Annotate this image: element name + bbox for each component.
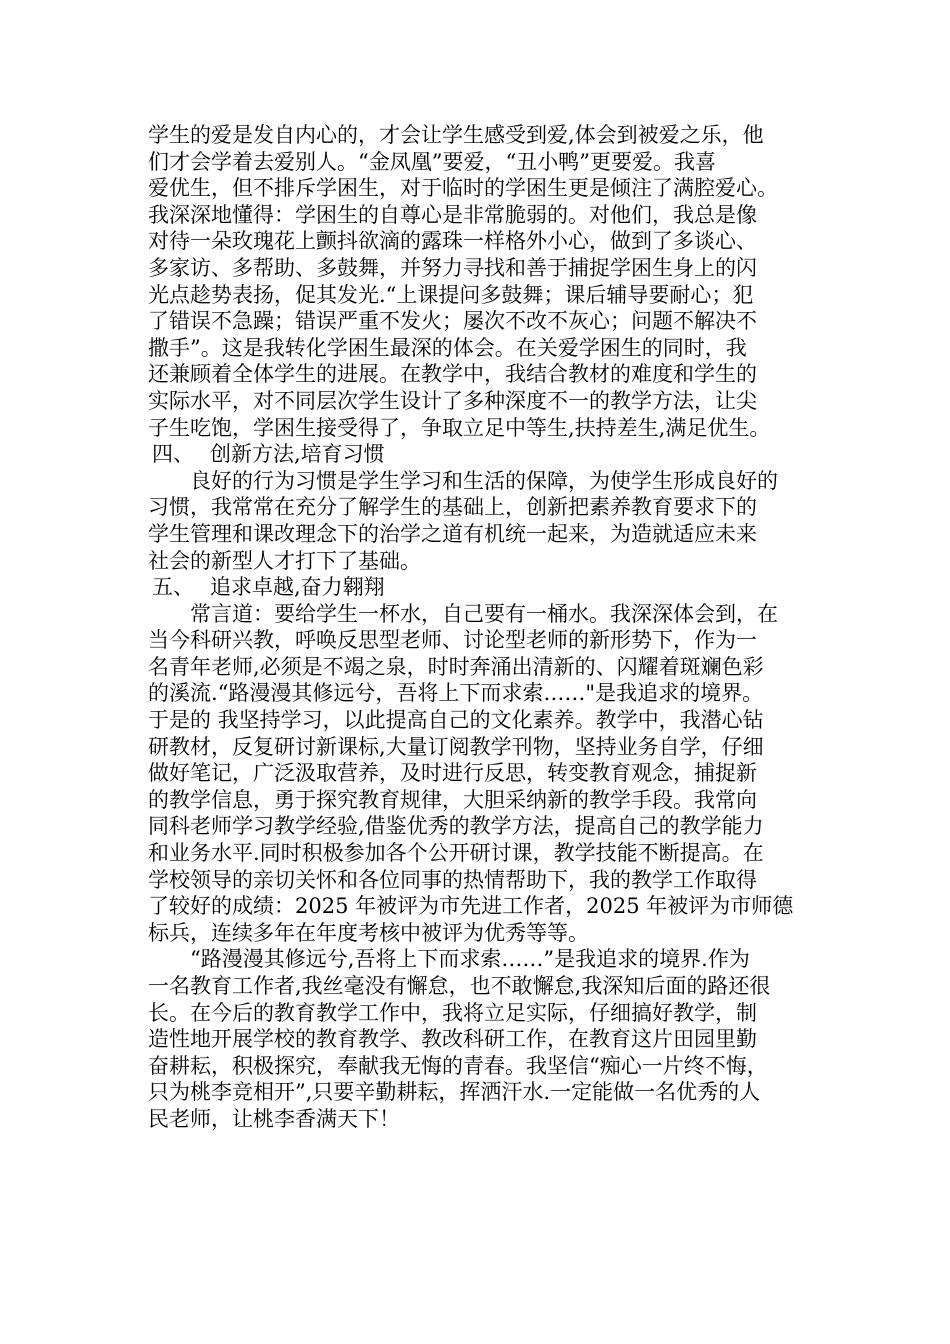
text-line: 多家访、多帮助、多鼓舞，并努力寻找和善于捕捉学困生身上的闪 xyxy=(148,255,757,280)
text-line: 一名教育工作者,我丝毫没有懈怠，也不敢懈怠,我深知后面的路还很 xyxy=(148,974,771,998)
section3-tail xyxy=(148,122,813,441)
text-line: 还兼顾着全体学生的进展。在教学中，我结合教材的难度和学生的 xyxy=(148,362,757,387)
text-line: 光点趁势表扬，促其发光.“上课提问多鼓舞；课后辅导要耐心；犯 xyxy=(148,282,754,307)
text-line: 撒手”。这是我转化学困生最深的体会。在关爱学困生的同时，我 xyxy=(148,335,747,360)
section4-paragraph xyxy=(148,468,813,574)
text-line: 标兵，连续多年在年度考核中被评为优秀等等。 xyxy=(148,920,589,945)
text-line: 社会的新型人才打下了基础。 xyxy=(148,548,421,573)
text-line: 学校领导的亲切关怀和各位同事的热情帮助下，我的教学工作取得 xyxy=(148,867,757,892)
section5-number: 五、 xyxy=(152,575,194,600)
text-line: 对待一朵玫瑰花上颤抖欲滴的露珠一样格外小心，做到了多谈心、 xyxy=(148,229,757,254)
text-line: 当今科研兴教，呼唤反思型老师、讨论型老师的新形势下，作为一 xyxy=(148,628,757,653)
text-line: 我深深地懂得：学困生的自尊心是非常脆弱的。对他们，我总是像 xyxy=(148,202,757,227)
text-line: 做好笔记，广泛汲取营养，及时进行反思，转变教育观念，捕捉新 xyxy=(148,761,757,786)
text-line: 造性地开展学校的教育教学、教改科研工作，在教育这片田园里勤 xyxy=(148,1027,757,1052)
text-line: 实际水平，对不同层次学生设计了多种深度不一的教学方法，让尖 xyxy=(148,388,757,413)
text-line: “路漫漫其修远兮,吾将上下而求索……”是我追求的境界.作为 xyxy=(148,947,750,972)
text-line: 的教学信息，勇于探究教育规律，大胆采纳新的教学手段。我常向 xyxy=(148,787,757,812)
text-line: 民老师，让桃李香满天下！ xyxy=(148,1106,400,1131)
section5-paragraphs xyxy=(148,601,813,1133)
text-line: 于是的 我坚持学习，以此提高自己的文化素养。教学中，我潜心钻 xyxy=(148,708,764,733)
text-line: 和业务水平.同时积极参加各个公开研讨课，教学技能不断提高。在 xyxy=(148,841,764,866)
section4-title: 创新方法,培育习惯 xyxy=(210,442,385,467)
text-line: 了错误不急躁；错误严重不发火；屡次不改不灰心；问题不解决不 xyxy=(148,309,757,334)
text-line: 爱优生，但不排斥学困生，对于临时的学困生更是倾注了满腔爱心。 xyxy=(148,176,778,201)
text-line: 了较好的成绩：2025 年被评为市先进工作者，2025 年被评为市师德 xyxy=(148,894,794,919)
text-line: 只为桃李竞相开”,只要辛勤耕耘，挥洒汗水.一定能做一名优秀的人 xyxy=(148,1080,761,1105)
section5-title: 追求卓越,奋力翱翔 xyxy=(210,575,385,600)
text-line: 长。在今后的教育教学工作中，我将立足实际，仔细搞好教学，制 xyxy=(148,1000,757,1025)
text-line: 常言道：要给学生一杯水，自己要有一桶水。我深深体会到，在 xyxy=(148,601,778,626)
text-line: 同科老师学习教学经验,借鉴优秀的教学方法，提高自己的教学能力 xyxy=(148,814,764,839)
section5-heading xyxy=(148,574,813,601)
text-line: 习惯，我常常在充分了解学生的基础上，创新把素养教育要求下的 xyxy=(148,495,757,520)
text-line: 名青年老师,必须是不竭之泉，时时奔涌出清新的、闪耀着斑斓色彩 xyxy=(148,654,764,679)
text-line: 研教材，反复研讨新课标,大量订阅教学刊物，坚持业务自学，仔细 xyxy=(148,734,764,759)
section4-number: 四、 xyxy=(152,442,194,467)
text-line: 学生管理和课改理念下的治学之道有机统一起来，为造就适应未来 xyxy=(148,521,757,546)
text-line: 奋耕耘，积极探究，奉献我无悔的青春。我坚信“痴心一片终不悔， xyxy=(148,1053,768,1078)
section4-heading xyxy=(148,441,813,468)
text-line: 们才会学着去爱别人。“金凤凰”要爱，“丑小鸭”更要爱。我喜 xyxy=(148,149,716,174)
text-line: 的溪流.“路漫漫其修远兮，吾将上下而求索……"是我追求的境界。 xyxy=(148,681,764,706)
document-body xyxy=(148,122,813,1133)
text-line: 子生吃饱，学困生接受得了，争取立足中等生,扶持差生,满足优生。 xyxy=(148,415,771,440)
text-line: 良好的行为习惯是学生学习和生活的保障，为使学生形成良好的 xyxy=(148,468,778,493)
text-line: 学生的爱是发自内心的，才会让学生感受到爱,体会到被爱之乐，他 xyxy=(148,123,764,147)
